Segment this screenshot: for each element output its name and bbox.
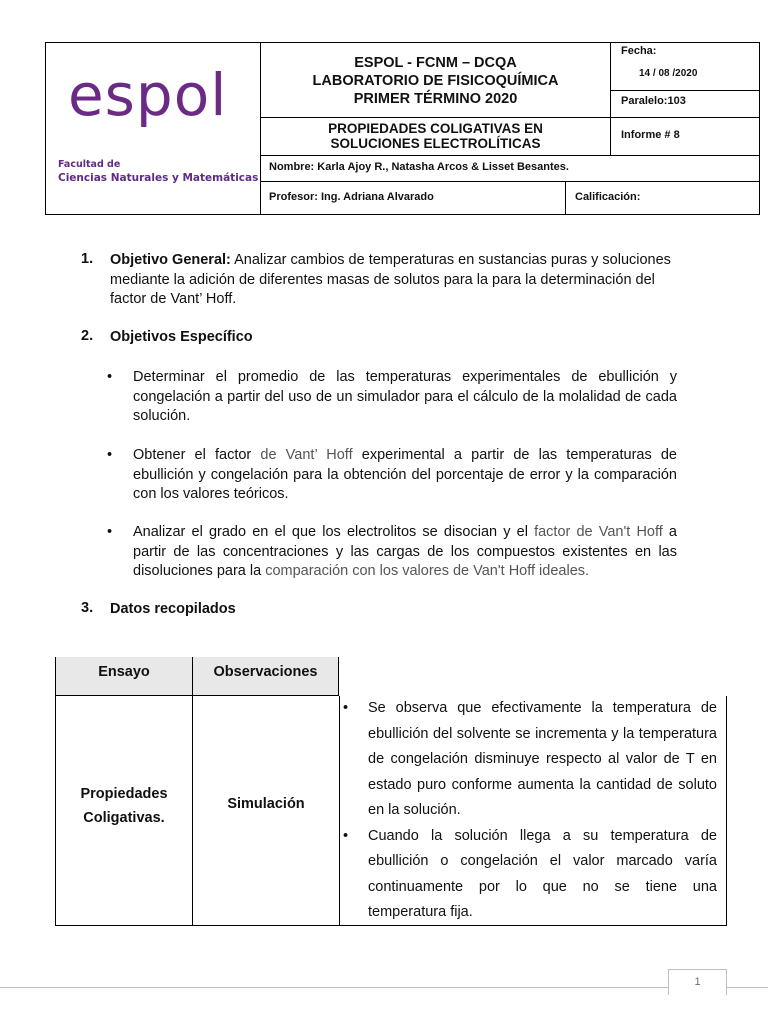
paralelo-cell: Paralelo:103 <box>611 91 759 118</box>
professor-name: Profesor: Ing. Adriana Alvarado <box>261 182 566 214</box>
bullet-icon: • <box>343 827 349 844</box>
table-row <box>55 696 727 926</box>
subject-line1: PROPIEDADES COLIGATIVAS EN <box>328 121 543 136</box>
specific-objective-2-text <box>133 446 677 505</box>
bullet-icon: • <box>107 369 113 385</box>
section-1-general-objective <box>110 251 680 310</box>
authors-names: Nombre: Karla Ajoy R., Natasha Arcos & Lisset Besantes. <box>261 156 759 182</box>
section-1-text: Analizar cambios de temperaturas en sustancias puras y soluciones mediante la adición de diferentes masas de solutos para la para la determinación del factor de Vant’ Hoff. <box>110 252 671 307</box>
document-header-table <box>45 42 760 215</box>
page-number: 1 <box>668 969 727 995</box>
espol-logo: espol <box>68 61 228 129</box>
cell-ensayo <box>56 696 193 925</box>
observation-1-text: Se observa que efectivamente la temperatura de ebullición del solvente se incrementa y la temperatura de congelación disminuye respecto al valor de T en estado puro conforme aumenta la cantidad de soluto en la solución. <box>368 700 717 818</box>
section-1-label: Objetivo General: <box>110 252 231 268</box>
specific-objective-1 <box>107 368 677 427</box>
fecha-label: Fecha: <box>621 45 657 57</box>
ensayo-line2: Coligativas. <box>83 810 165 826</box>
fecha-cell <box>611 43 759 91</box>
cell-details <box>340 696 727 925</box>
observation-1 <box>340 696 717 824</box>
fecha-value: 14 / 08 /2020 <box>639 68 698 79</box>
section-2-heading: Objetivos Específico <box>110 329 253 345</box>
cell-observaciones: Simulación <box>193 696 340 925</box>
bullet-icon: • <box>343 700 349 716</box>
footer-divider <box>0 987 768 988</box>
title-line3: PRIMER TÉRMINO 2020 <box>353 91 518 107</box>
faculty-line1: Facultad de <box>58 159 121 170</box>
header-observaciones: Observaciones <box>213 664 318 680</box>
header-ensayo: Ensayo <box>56 657 193 695</box>
specific-objective-3 <box>107 523 677 582</box>
subject-line2: SOLUCIONES ELECTROLÍTICAS <box>330 136 541 151</box>
lab-title <box>261 43 611 118</box>
logo-cell <box>46 43 261 214</box>
report-subject <box>261 118 611 156</box>
specific-objective-2 <box>107 446 677 505</box>
informe-number: Informe # 8 <box>611 118 759 156</box>
section-2-number: 2. <box>81 328 94 344</box>
data-table-header <box>55 657 339 696</box>
faculty-name <box>58 159 258 184</box>
objective-2-part-c: experimental a partir de las temperaturas de ebullición y congelación para la obtención del porcentaje de error y la comparación con los valores teóricos. <box>133 447 678 502</box>
specific-objective-1-text: Determinar el promedio de las temperaturas experimentales de ebullición y congelación a partir del uso de un simulador para el cálculo de la molalidad de cada solución. <box>133 369 677 424</box>
title-line1: ESPOL - FCNM – DCQA <box>354 55 517 71</box>
title-line2: LABORATORIO DE FISICOQUÍMICA <box>312 73 559 89</box>
objective-3-part-c: a partir de las concentraciones y las cargas de los compuestos existentes en las disoluciones para la <box>133 524 677 579</box>
section-3-heading: Datos recopilados <box>110 601 236 617</box>
bullet-icon: • <box>107 447 113 463</box>
section-1-number: 1. <box>81 251 94 267</box>
objective-2-part-b: de Vant’ Hoff <box>260 447 353 463</box>
faculty-line2: Ciencias Naturales y Matemáticas <box>58 172 259 184</box>
grade-field: Calificación: <box>575 191 641 203</box>
objective-3-part-b: factor de Van't Hoff <box>534 524 663 540</box>
objective-3-part-d: comparación con los valores de Van't Hoff ideales. <box>265 563 590 579</box>
bullet-icon: • <box>107 524 113 540</box>
objective-3-part-a: Analizar el grado en el que los electrolitos se disocian y el <box>133 524 535 540</box>
observation-2 <box>340 824 717 926</box>
section-3-number: 3. <box>81 600 94 616</box>
specific-objective-3-text <box>133 523 677 582</box>
observation-2-text: Cuando la solución llega a su temperatura de ebullición o congelación el valor marcado varía continuamente por lo que no se tiene una temperatura fija. <box>368 827 717 920</box>
objective-2-part-a: Obtener el factor <box>133 447 261 463</box>
ensayo-line1: Propiedades <box>80 786 168 802</box>
